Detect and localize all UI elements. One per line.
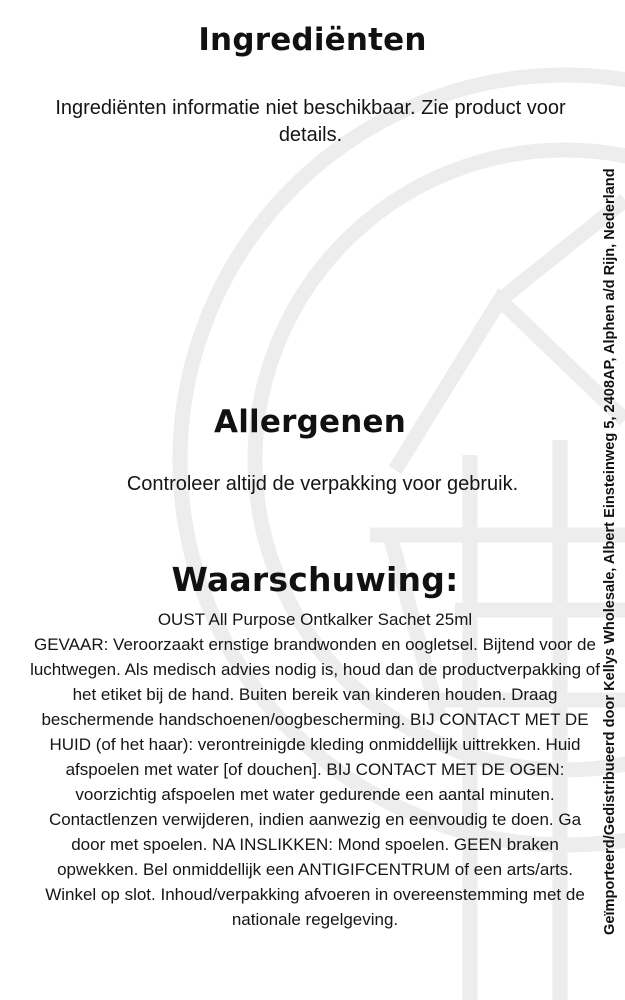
warning-section (30, 607, 600, 932)
warning-text: GEVAAR: Veroorzaakt ernstige brandwonden en oogletsel. Bijtend voor de luchtwegen. Als medisch advies nodig is, houd dan de productverpakking of het etiket bij de hand. Buiten bereik van kinderen houden. Draag beschermende handschoenen/oogbescherming. BIJ CONTACT MET DE HUID (of het haar): verontreinigde kleding onmiddellijk uittrekken. Huid afspoelen met water [of douchen]. BIJ CONTACT MET DE OGEN: voorzichtig afspoelen met water gedurende een aantal minuten. Contactlenzen verwijderen, indien aanwezig en eenvoudig te doen. Ga door met spoelen. NA INSLIKKEN: Mond spoelen. GEEN braken opwekken. Bel onmiddellijk een ANTIGIFCENTRUM of een arts/arts. Winkel op slot. Inhoud/verpakking afvoeren in overeenstemming met de nationale regelgeving. (30, 635, 600, 929)
allergens-title: Allergenen (214, 404, 406, 440)
ingredients-title: Ingrediënten (198, 22, 427, 58)
ingredients-text: Ingrediënten informatie niet beschikbaar. Zie product voor details. (55, 97, 566, 146)
product-name: OUST All Purpose Ontkalker Sachet 25ml (157, 610, 473, 629)
importer-address: Geïmporteerd/Gedistribueerd door Kellys Wholesale, Albert Einsteinweg 5, 2408AP, Alphen a/d Rijn, Nederland (602, 168, 618, 935)
allergens-text: Controleer altijd de verpakking voor gebruik. (126, 473, 519, 495)
warning-title: Waarschuwing: (171, 560, 459, 599)
